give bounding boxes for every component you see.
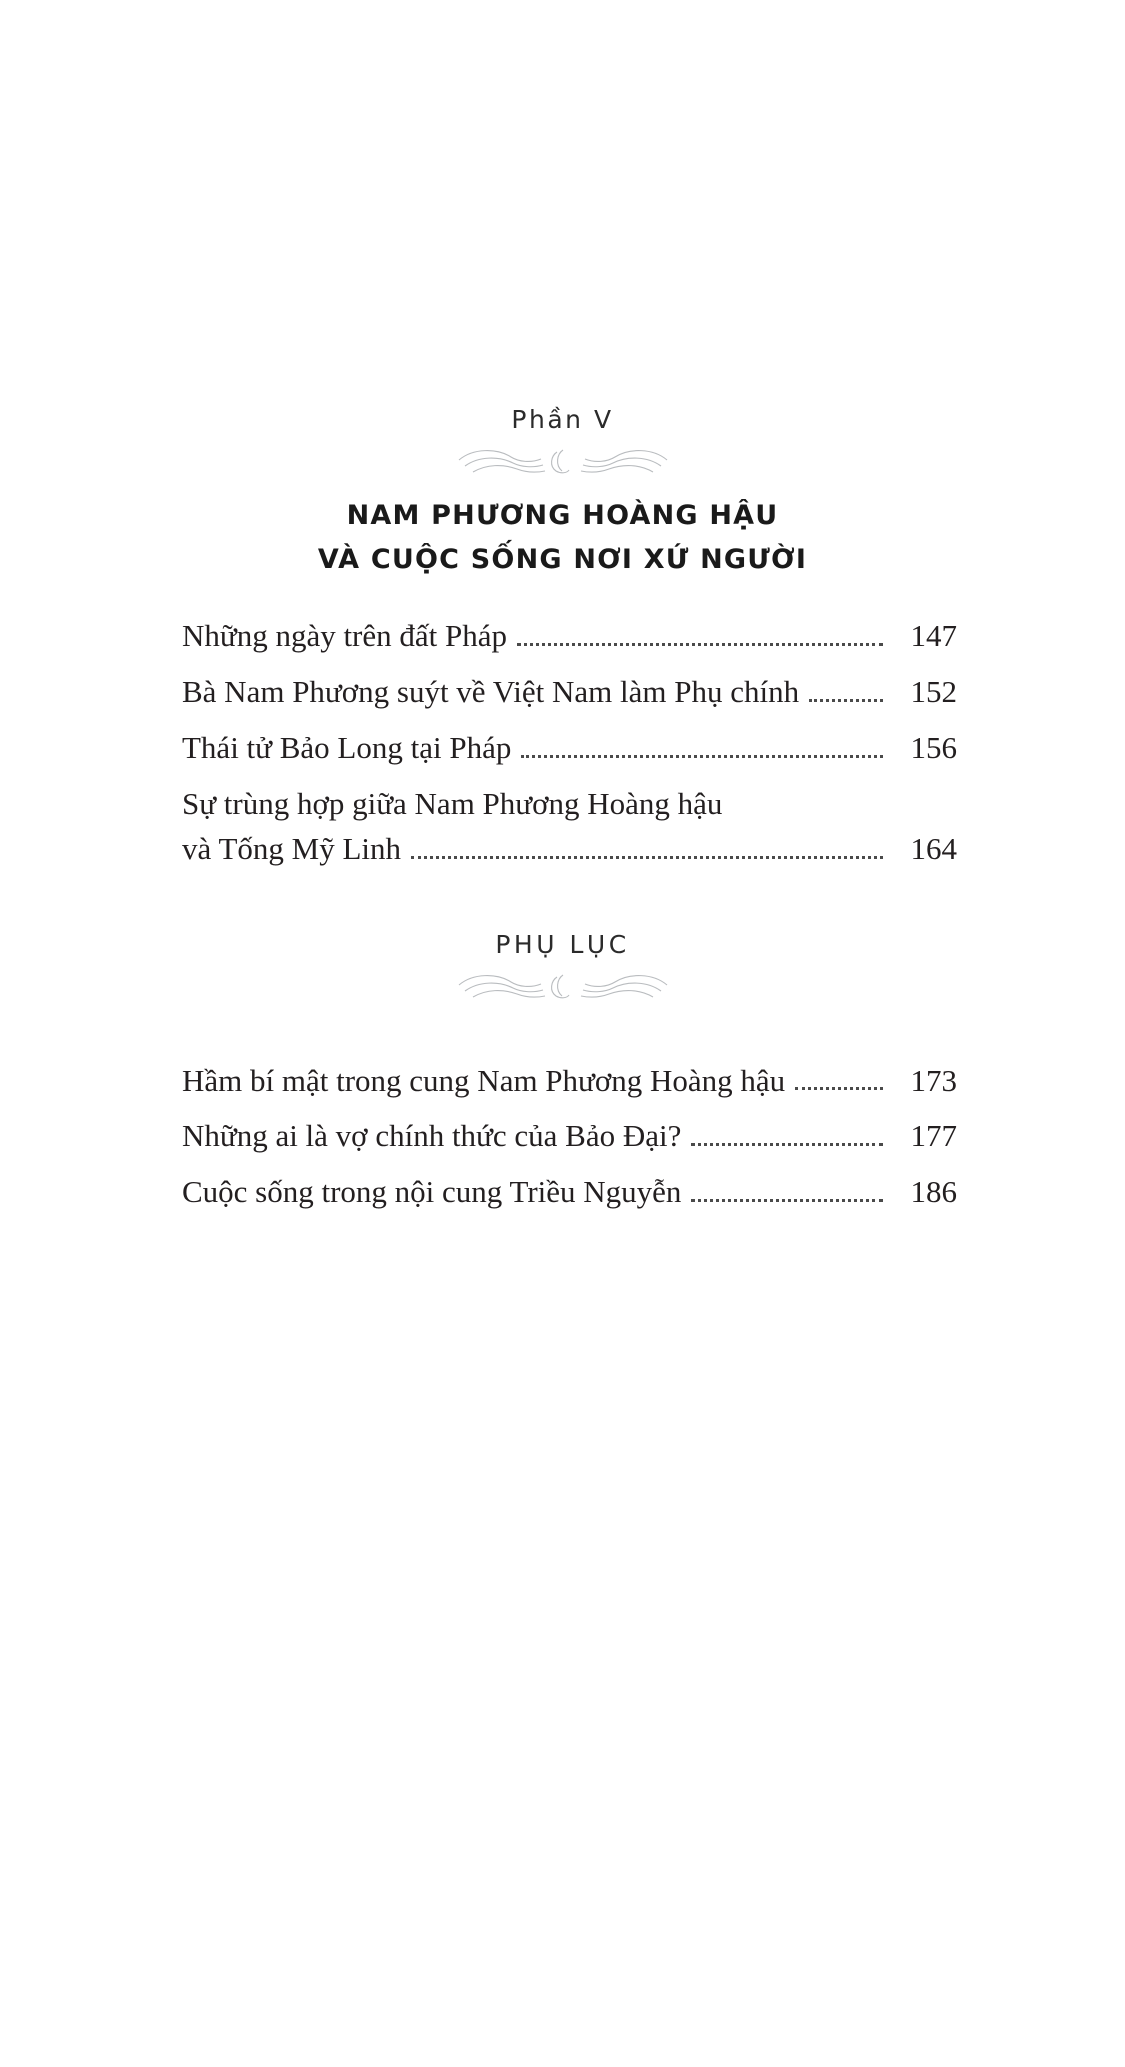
toc-leader-dots bbox=[691, 1198, 883, 1202]
toc-entry[interactable] bbox=[182, 1172, 957, 1213]
toc-entry-page: 177 bbox=[910, 1118, 957, 1154]
part-title-line2: VÀ CUỘC SỐNG NƠI XỨ NGƯỜI bbox=[317, 544, 808, 575]
toc-leader-dots bbox=[809, 698, 883, 702]
wave-ornament-icon bbox=[453, 965, 673, 1005]
toc-entry-page: 156 bbox=[910, 729, 957, 765]
toc-entry[interactable] bbox=[182, 1116, 957, 1157]
toc-entry-page: 152 bbox=[910, 673, 957, 709]
toc-leader-dots bbox=[691, 1142, 883, 1146]
toc-entry-title: Những ai là vợ chính thức của Bảo Đại? bbox=[182, 1118, 682, 1154]
part-label: Phần V bbox=[511, 405, 614, 434]
toc-leader-dots bbox=[411, 855, 883, 859]
toc-appendix-list bbox=[0, 1061, 1125, 1214]
toc-entry-second-row bbox=[182, 829, 957, 870]
toc-entry-page: 164 bbox=[910, 830, 957, 866]
toc-entry[interactable] bbox=[182, 672, 957, 713]
appendix-heading-block bbox=[0, 930, 1125, 1005]
toc-entry[interactable] bbox=[182, 1061, 957, 1102]
toc-entry-title: Những ngày trên đất Pháp bbox=[182, 618, 508, 653]
toc-entry[interactable] bbox=[182, 784, 957, 870]
wave-ornament-icon bbox=[453, 440, 673, 480]
toc-leader-dots bbox=[517, 642, 883, 646]
book-contents-page bbox=[0, 405, 1125, 2067]
toc-entry-title-line2: và Tống Mỹ Linh bbox=[182, 830, 401, 866]
part-heading-block bbox=[0, 405, 1125, 582]
toc-leader-dots bbox=[795, 1086, 883, 1090]
toc-entry[interactable] bbox=[182, 616, 957, 657]
toc-part-list bbox=[0, 616, 1125, 870]
appendix-label: PHỤ LỤC bbox=[495, 929, 630, 959]
toc-entry-page: 186 bbox=[910, 1174, 957, 1210]
toc-entry-title: Thái tử Bảo Long tại Pháp bbox=[182, 729, 512, 765]
toc-leader-dots bbox=[521, 754, 883, 758]
toc-entry-title: Hầm bí mật trong cung Nam Phương Hoàng hậu bbox=[182, 1062, 786, 1098]
toc-entry-title: Bà Nam Phương suýt về Việt Nam làm Phụ chính bbox=[182, 673, 800, 709]
toc-entry-page: 173 bbox=[910, 1062, 957, 1098]
toc-entry-title: Cuộc sống trong nội cung Triều Nguyễn bbox=[182, 1174, 682, 1210]
toc-entry[interactable] bbox=[182, 728, 957, 769]
part-title bbox=[0, 494, 1125, 582]
toc-entry-title-line1: Sự trùng hợp giữa Nam Phương Hoàng hậu bbox=[182, 785, 723, 821]
toc-entry-page: 147 bbox=[910, 618, 957, 653]
part-title-line1: NAM PHƯƠNG HOÀNG HẬU bbox=[346, 500, 779, 531]
